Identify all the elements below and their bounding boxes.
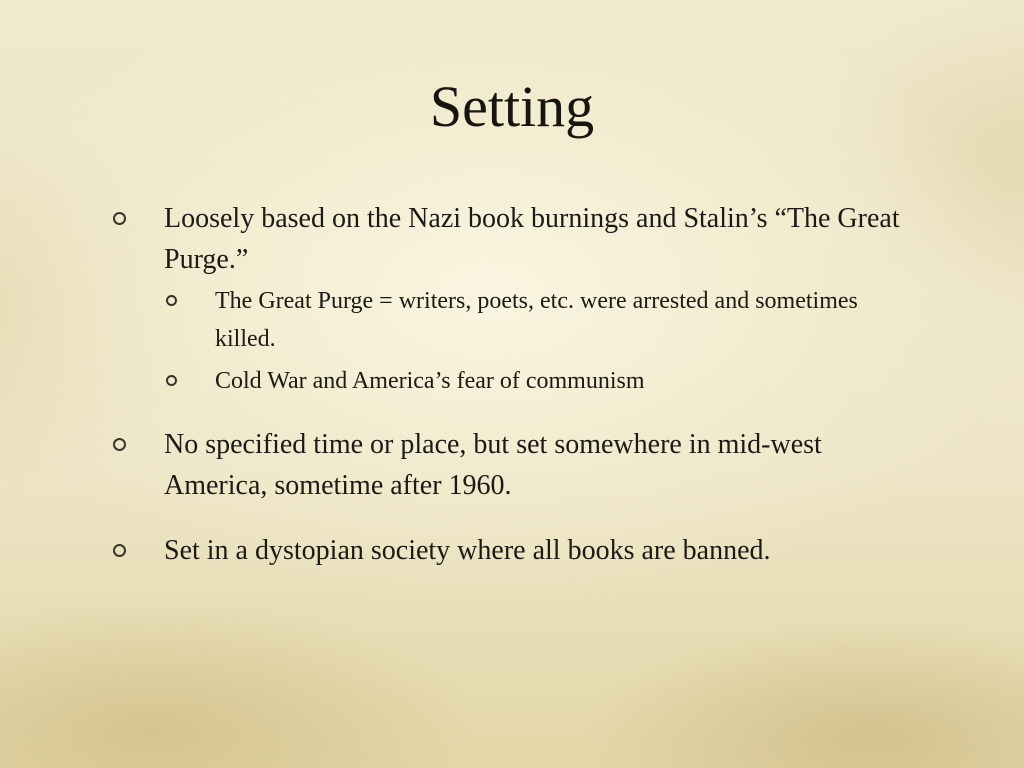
bullet-text: Loosely based on the Nazi book burnings and Stalin’s “The Great Purge.” [164,203,900,275]
sub-bullet-item [110,282,910,358]
sub-bullet-text: The Great Purge = writers, poets, etc. were arrested and sometimes killed. [215,288,858,352]
bullet-text: No specified time or place, but set somewhere in mid-west America, sometime after 1960. [164,429,822,501]
bullet-item [110,198,910,280]
sub-bullet-text: Cold War and America’s fear of communism [215,368,645,394]
hollow-circle-icon [113,544,126,557]
hollow-circle-icon [166,295,177,306]
bullet-item [110,530,910,571]
hollow-circle-icon [166,375,177,386]
bullet-list [110,198,910,571]
slide-title: Setting [429,74,595,139]
sub-bullet-item [110,362,910,400]
hollow-circle-icon [113,438,126,451]
hollow-circle-icon [113,212,126,225]
bullet-text: Set in a dystopian society where all books are banned. [164,535,771,566]
bullet-item [110,424,910,506]
